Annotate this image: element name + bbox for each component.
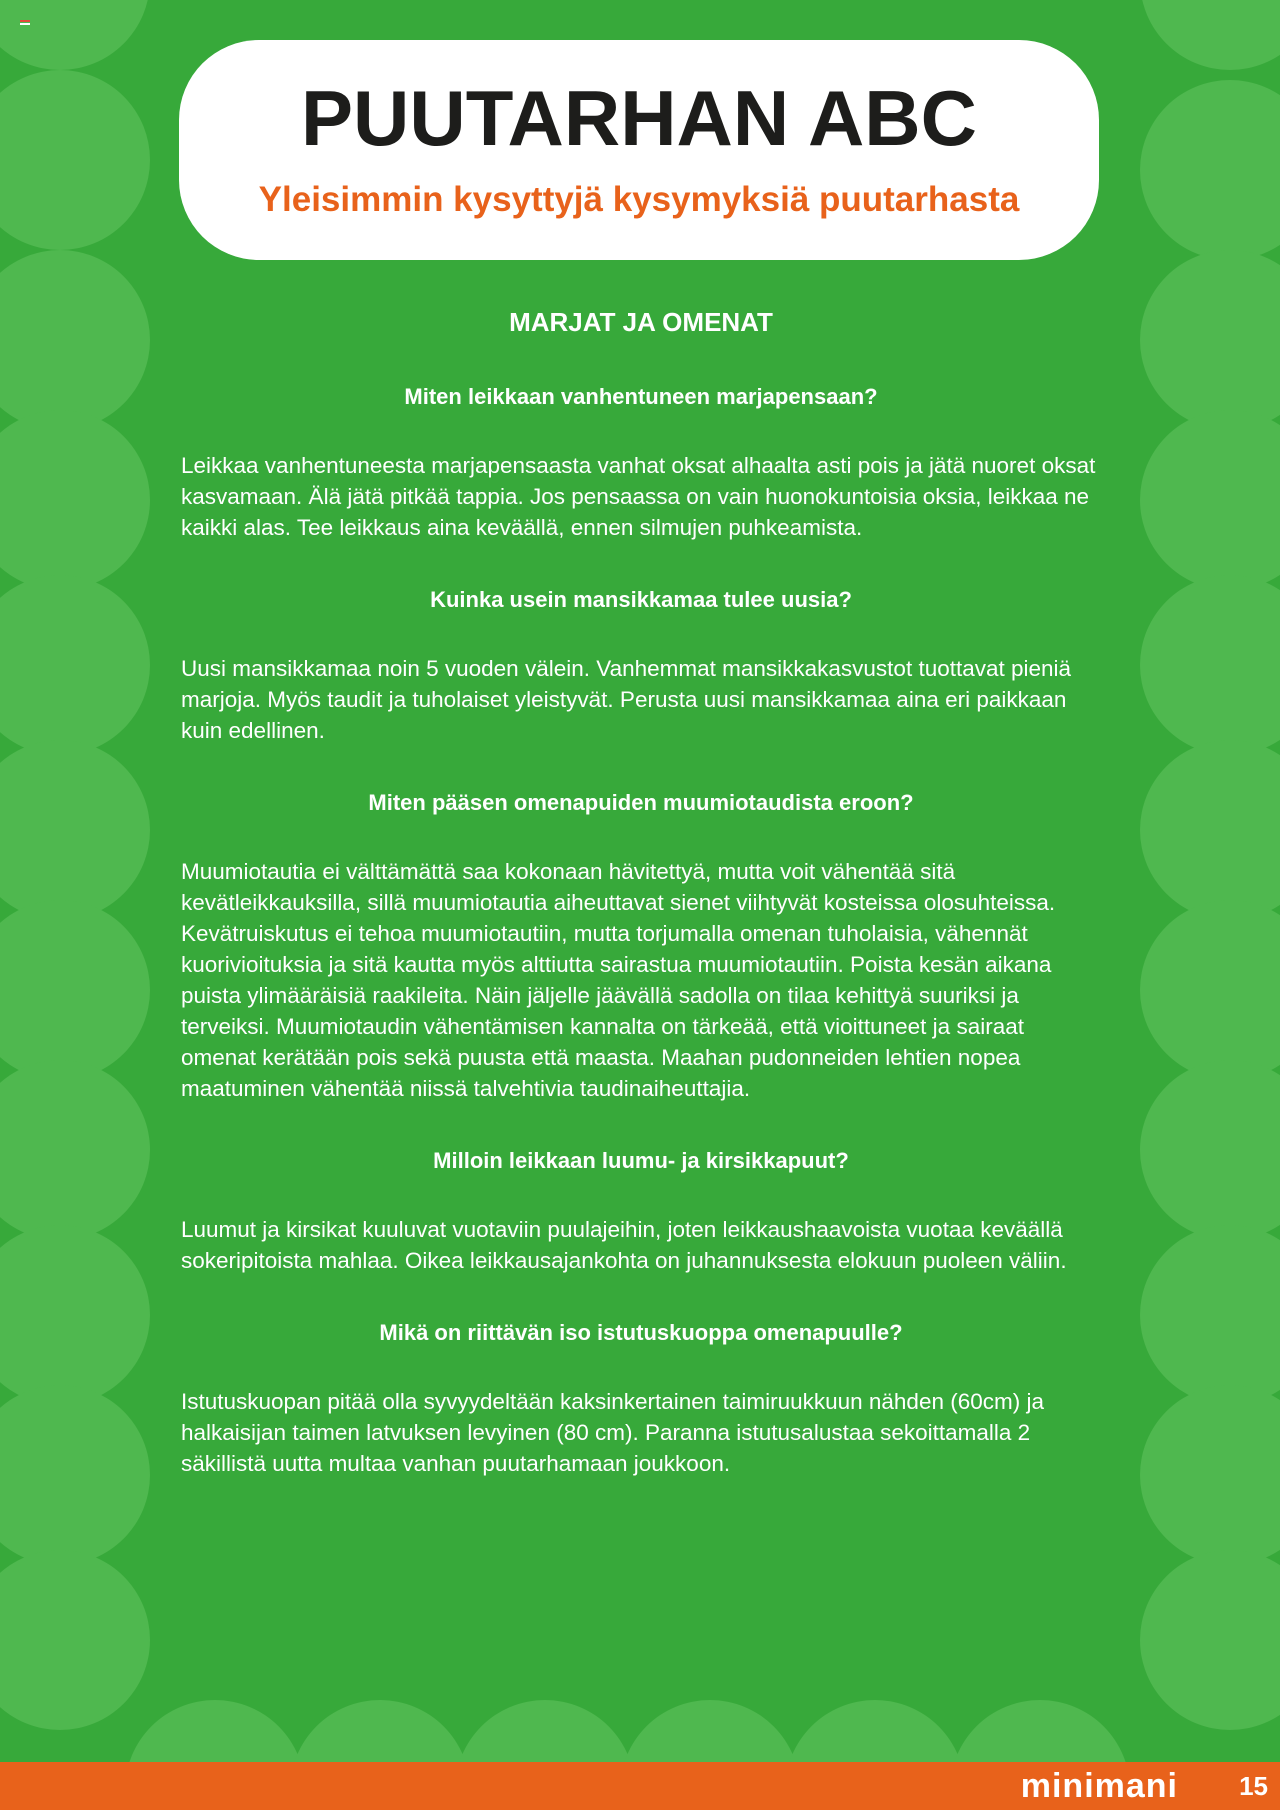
qa-item [181,788,1101,1104]
header-card [179,40,1099,260]
content-column [181,300,1101,1521]
answer-paragraph: Muumiotautia ei välttämättä saa kokonaan hävitettyä, mutta voit vähentää sitä kevätleikkauksilla, sillä muumiotautia aiheuttavat sienet viihtyvät kosteissa olosuhteissa. Kevätruiskutus ei tehoa muumiotautiin, mutta torjumalla omenan tuholaisia, vähennät kuorivioituksia ja sitä kautta myös alttiutta sairastua muumiotautiin. Poista kesän aikana puista ylimääräisiä raakileita. Näin jäljelle jäävällä sadolla on tilaa kehittyä suuriksi ja terveiksi. Muumiotaudin vähentämisen kannalta on tärkeää, että vioittuneet ja sairaat omenat kerätään pois sekä puusta että maasta. Maahan pudonneiden lehtien nopea maatuminen vähentää niissä talvehtivia taudinaiheuttajia. [181,859,1056,1101]
question-heading: Kuinka usein mansikkamaa tulee uusia? [430,587,852,612]
qa-item [181,1318,1101,1479]
brand-logo: minimani [1020,1767,1178,1805]
question-heading: Miten pääsen omenapuiden muumiotaudista eroon? [368,790,914,815]
page-title: PUUTARHAN ABC [301,74,977,162]
answer-paragraph: Uusi mansikkamaa noin 5 vuoden välein. Vanhemmat mansikkakasvustot tuottavat pieniä marjoja. Myös taudit ja tuholaiset yleistyvät. Perusta uusi mansikkamaa aina eri paikkaan kuin edellinen. [181,656,1072,743]
qa-item [181,382,1101,543]
question-heading: Milloin leikkaan luumu- ja kirsikkapuut? [433,1148,849,1173]
answer-paragraph: Luumut ja kirsikat kuuluvat vuotaviin puulajeihin, joten leikkaushaavoista vuotaa keväällä sokeripitoista mahlaa. Oikea leikkausajankohta on juhannuksesta elokuun puoleen väliin. [181,1217,1067,1273]
page-number: 15 [1239,1771,1268,1801]
qa-item [181,585,1101,746]
page-subtitle: Yleisimmin kysyttyjä kysymyksiä puutarhasta [258,180,1020,219]
question-heading: Miten leikkaan vanhentuneen marjapensaan? [404,384,878,409]
flag-icon [20,20,30,27]
footer-bar [0,1762,1280,1810]
question-heading: Mikä on riittävän iso istutuskuoppa omenapuulle? [379,1320,903,1345]
answer-paragraph: Leikkaa vanhentuneesta marjapensaasta vanhat oksat alhaalta asti pois ja jätä nuoret oksat kasvamaan. Älä jätä pitkää tappia. Jos pensaassa on vain huonokuntoisia oksia, leikkaa ne kaikki alas. Tee leikkaus aina keväällä, ennen silmujen puhkeamista. [181,453,1096,540]
answer-paragraph: Istutuskuopan pitää olla syvyydeltään kaksinkertainen taimiruukkuun nähden (60cm) ja halkaisijan taimen latvuksen levyinen (80 cm). Paranna istutusalustaa sekoittamalla 2 säkillistä uutta multaa vanhan puutarhamaan joukkoon. [181,1389,1044,1476]
section-heading: MARJAT JA OMENAT [509,307,773,337]
qa-item [181,1146,1101,1276]
